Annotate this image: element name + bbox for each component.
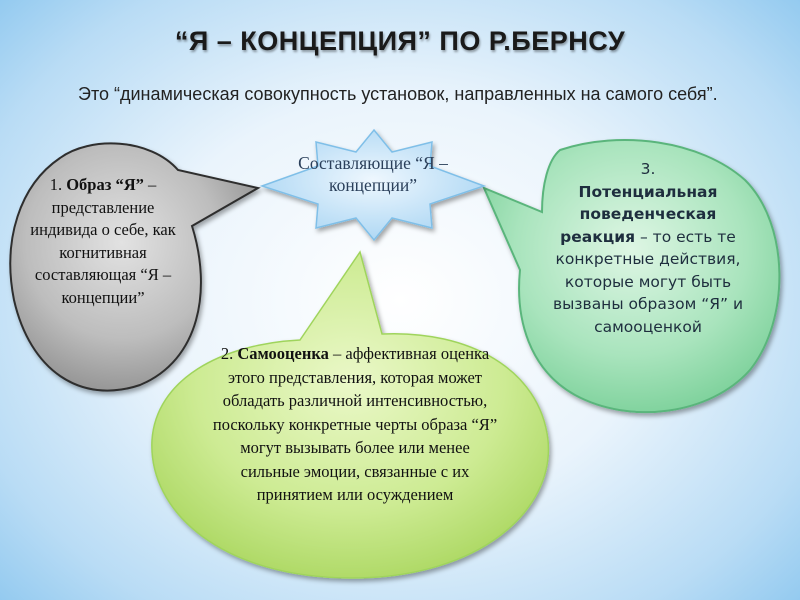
right-number: 3. [640, 160, 656, 178]
right-description: – то есть те конкретные действия, которые могут быть вызваны образом “Я” и самооценкой [552, 227, 744, 336]
bottom-description: – аффективная оценка этого представления, которая может обладать различной интенсивностью, поскольку конкретные черты образа “Я” могут вызывать более или менее сильные эмоции, связанные с их принятием или осуждением [212, 344, 498, 504]
center-label: Составляющие “Я – концепции” [298, 153, 448, 195]
bottom-bubble-text [210, 342, 500, 507]
page-title: “Я – КОНЦЕПЦИЯ” ПО Р.БЕРНСУ [174, 26, 626, 56]
right-bubble-text [548, 158, 748, 338]
right-term: Потенциальная поведенческая реакция [560, 182, 718, 246]
left-bubble-text [28, 174, 178, 309]
bottom-number: 2. [220, 344, 234, 363]
bottom-term: Самооценка [237, 344, 329, 363]
left-term: Образ “Я” [66, 175, 144, 194]
intro-definition: Это “динамическая совокупность установок, направленных на самого себя”. [78, 84, 718, 104]
left-description: – представление индивида о себе, как когнитивная составляющая “Я – концепции” [30, 175, 176, 307]
left-number: 1. [49, 175, 63, 194]
